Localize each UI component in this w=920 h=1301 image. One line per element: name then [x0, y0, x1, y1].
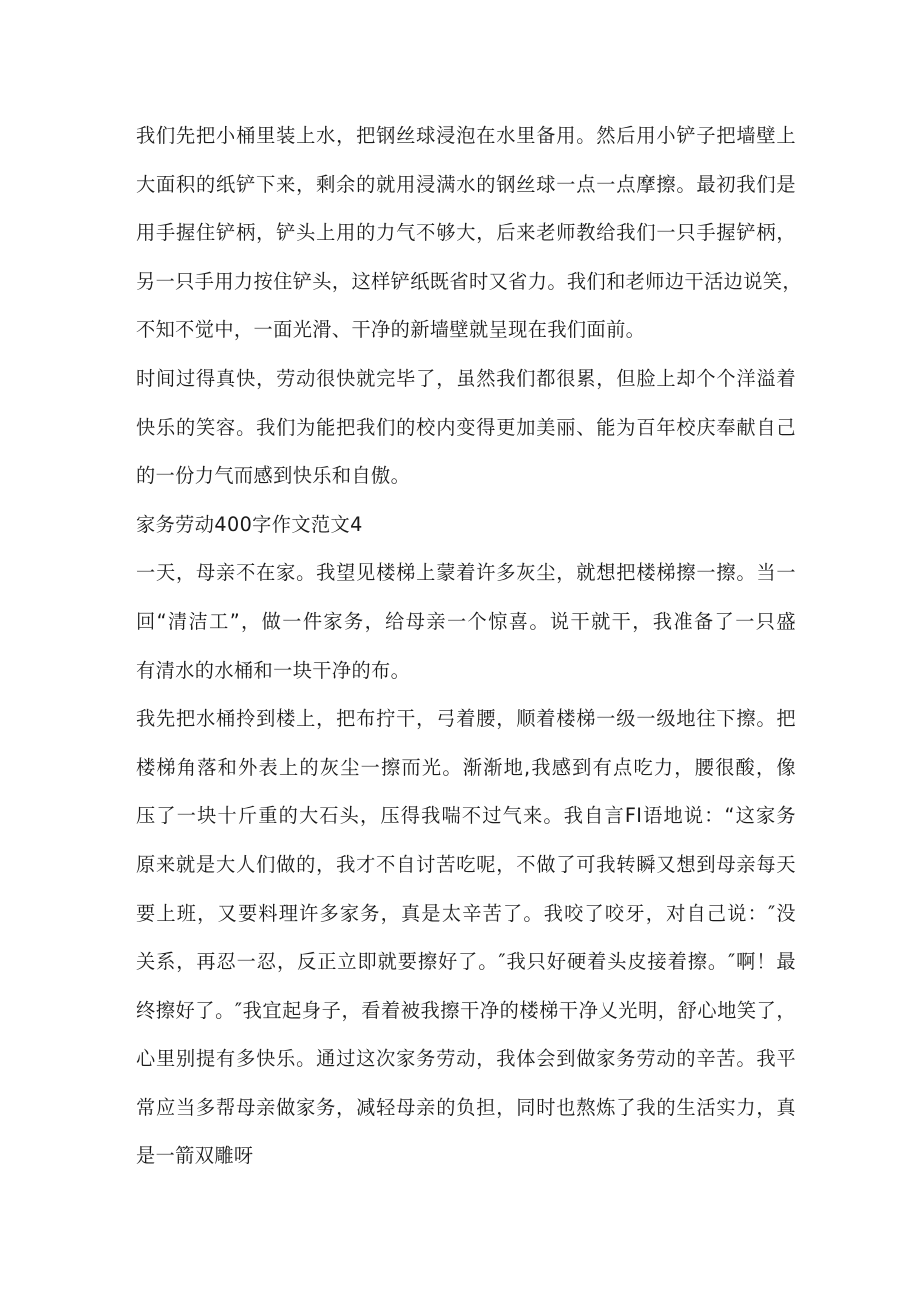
document-body: [136, 112, 802, 1181]
text-line: 心里别提有多快乐。通过这次家务劳动，我体会到做家务劳动的辛苦。我平: [136, 1047, 796, 1071]
essay-heading: 家务劳动400字作文范文4: [136, 512, 363, 536]
text-line: 关系，再忍一忍，反正立即就要擦好了。″我只好硬着头皮接着擦。″啊！最: [136, 950, 796, 974]
text-line: 的一份力气而感到快乐和自傲。: [136, 464, 411, 488]
text-line: 我们先把小桶里装上水，把钢丝球浸泡在水里备用。然后用小铲子把墙壁上: [136, 124, 796, 147]
text-line: 终擦好了。″我宜起身子，看着被我擦干净的楼梯干净乂光明，舒心地笑了，: [136, 998, 796, 1022]
paragraph-time-flies: [136, 355, 796, 501]
text-line: 原来就是大人们做的，我才不自讨苦吃呢，不做了可我转瞬又想到母亲每天: [136, 852, 796, 876]
text-line: 常应当多帮母亲做家务，减轻母亲的负担，同时也熬炼了我的生活实力，真: [136, 1095, 796, 1119]
text-line: 我先把水桶拎到楼上，把布拧干，弓着腰，顺着楼梯一级一级地往下擦。把: [136, 707, 796, 731]
text-line: 楼梯角落和外表上的灰尘一擦而光。渐渐地,我感到有点吃力，腰很酸，像: [136, 755, 796, 779]
text-line: 快乐的笑容。我们为能把我们的校内变得更加美丽、能为百年校庆奉献自己: [136, 415, 796, 439]
text-line: 要上班，又要料理许多家务，真是太辛苦了。我咬了咬牙，对自己说：″没: [136, 901, 796, 925]
text-line: 不知不觉中，一面光滑、干净的新墙壁就呈现在我们面前。: [136, 318, 646, 342]
paragraph-mother-away: [136, 549, 796, 695]
text-line: 回“清洁工”，做一件家务，给母亲一个惊喜。说干就干，我准备了一只盛: [136, 609, 796, 633]
text-line: 大面积的纸铲下来，剩余的就用浸满水的钢丝球一点一点摩擦。最初我们是: [136, 172, 796, 196]
text-line: 是一箭双雕呀: [136, 1144, 254, 1168]
text-line: 用手握住铲柄，铲头上用的力气不够大，后来老师教给我们一只手握铲柄，: [136, 221, 796, 245]
text-line: 有清水的水桶和一块干净的布。: [136, 658, 411, 682]
text-line: 一天，母亲不在家。我望见楼梯上蒙着许多灰尘，就想把楼梯擦一擦。当一: [136, 561, 796, 585]
text-line: 压了一块十斤重的大石头，压得我喘不过气来。我自言FI语地说：“这家务: [136, 804, 796, 828]
text-line: 另一只手用力按住铲头，这样铲纸既省时又省力。我们和老师边干活边说笑，: [136, 269, 802, 293]
text-line: 时间过得真快，劳动很快就完毕了，虽然我们都很累，但脸上却个个洋溢着: [136, 366, 796, 390]
paragraph-wall-cleaning: [136, 112, 802, 355]
paragraph-cleaning-stairs: [136, 695, 796, 1181]
